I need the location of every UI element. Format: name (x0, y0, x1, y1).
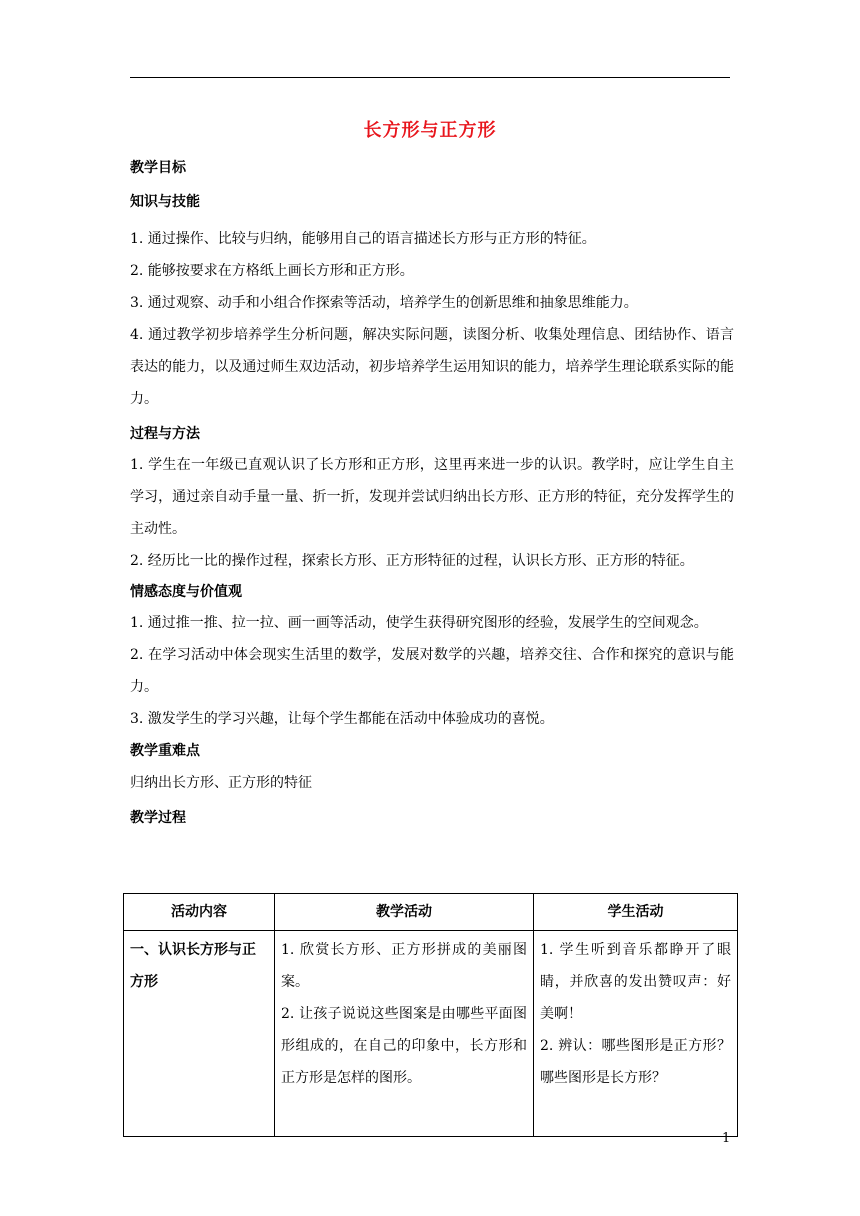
table-cell-student (534, 931, 738, 1137)
knowledge-item: 4. 通过教学初步培养学生分析问题，解决实际问题，读图分析、收集处理信息、团结协作、语言表达的能力，以及通过师生双边活动，初步培养学生运用知识的能力，培养学生理论联系实际的能力。 (130, 327, 734, 407)
document-title: 长方形与正方形 (363, 120, 497, 141)
table-cell-activity: 一、认识长方形与正方形 (124, 931, 275, 1137)
knowledge-item: 2. 能够按要求在方格纸上画长方形和正方形。 (130, 263, 414, 279)
procedure-table (123, 893, 738, 1137)
procedure-heading: 教学过程 (130, 810, 186, 826)
attitude-item: 3. 激发学生的学习兴趣，让每个学生都能在活动中体验成功的喜悦。 (130, 711, 554, 727)
objectives-heading: 教学目标 (130, 160, 186, 176)
attitude-item: 2. 在学习活动中体会现实生活里的数学，发展对数学的兴趣，培养交往、合作和探究的意识与能力。 (130, 647, 734, 695)
process-item: 1. 学生在一年级已直观认识了长方形和正方形，这里再来进一步的认识。教学时，应让学生自主学习，通过亲自动手量一量、折一折，发现并尝试归纳出长方形、正方形的特征，充分发挥学生的主动性。 (130, 457, 734, 537)
student-activity-item: 1. 学生听到音乐都睁开了眼睛，并欣喜的发出赞叹声：好美啊！ (540, 942, 731, 1022)
table-row (124, 931, 738, 1137)
student-activity-item: 2. 辨认：哪些图形是正方形？哪些图形是长方形？ (540, 1038, 731, 1086)
attitude-heading: 情感态度与价值观 (130, 584, 242, 600)
teacher-activity-item: 1. 欣赏长方形、正方形拼成的美丽图案。 (281, 942, 527, 990)
knowledge-heading: 知识与技能 (130, 194, 200, 210)
process-heading: 过程与方法 (130, 426, 200, 442)
table-header: 活动内容 (124, 894, 275, 931)
teacher-activity-item: 2. 让孩子说说这些图案是由哪些平面图形组成的，在自己的印象中，长方形和正方形是怎样的图形。 (281, 1006, 527, 1086)
key-points-text: 归纳出长方形、正方形的特征 (130, 775, 312, 791)
knowledge-item: 1. 通过操作、比较与归纳，能够用自己的语言描述长方形与正方形的特征。 (130, 231, 596, 247)
knowledge-item: 3. 通过观察、动手和小组合作探索等活动，培养学生的创新思维和抽象思维能力。 (130, 295, 638, 311)
table-header-row (124, 894, 738, 931)
header-rule (130, 77, 730, 78)
process-item: 2. 经历比一比的操作过程，探索长方形、正方形特征的过程，认识长方形、正方形的特征。 (130, 553, 694, 569)
page-number: 1 (722, 1131, 731, 1146)
document-body (130, 157, 734, 833)
key-points-heading: 教学重难点 (130, 743, 200, 759)
attitude-item: 1. 通过推一推、拉一拉、画一画等活动，使学生获得研究图形的经验，发展学生的空间观念。 (130, 615, 708, 631)
table-header: 教学活动 (275, 894, 534, 931)
table-cell-teacher (275, 931, 534, 1137)
table-header: 学生活动 (534, 894, 738, 931)
